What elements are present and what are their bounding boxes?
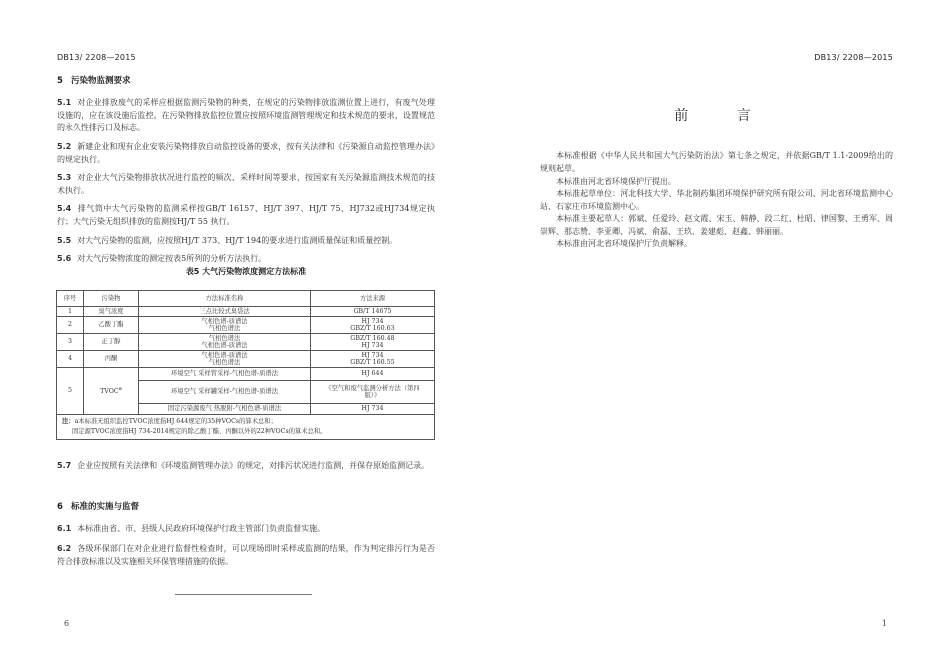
page-right bbox=[475, 0, 950, 672]
clause-number: 5.3 bbox=[57, 173, 72, 182]
clause-text: 排气筒中大气污染物的监测采样按GB/T 16157、HJ/T 397、HJ/T 75、HJ732或HJ734规定执行；大气污染无组织排放的监测按HJ/T 55 执行。 bbox=[57, 204, 435, 226]
clause-number: 5.7 bbox=[57, 461, 72, 470]
clause-5-2 bbox=[57, 141, 435, 166]
row-number: 1 bbox=[57, 307, 84, 317]
foreword-paragraph: 本标准由河北省环境保护厅负责解释。 bbox=[556, 239, 692, 248]
note-line-1: a本标准无组织监控TVOC浓度指HJ 644规定的35种VOCs的算术总和； bbox=[74, 418, 277, 425]
end-rule bbox=[175, 594, 312, 595]
clause-text: 对企业大气污染物排放状况进行监控的频次、采样时间等要求，按国家有关污染源监测技术规范的技术执行。 bbox=[57, 173, 435, 195]
clause-text: 本标准由省、市、县级人民政府环境保护行政主管部门负责监督实施。 bbox=[77, 524, 326, 533]
foreword-title: 前 言 bbox=[674, 108, 773, 124]
method-cell: 三点比较式臭袋法 bbox=[139, 307, 311, 317]
section-number: 5 bbox=[57, 76, 63, 86]
clause-text: 各级环保部门在对企业进行监督性检查时，可以现场即时采样或监测的结果，作为判定排污行为是否符合排放标准以及实施相关环保管理措施的依据。 bbox=[57, 544, 435, 566]
row-number: 4 bbox=[57, 351, 84, 368]
table-caption: 表5 大气污染物浓度测定方法标准 bbox=[185, 267, 307, 276]
page-header: DB13/ 2208—2015 bbox=[814, 53, 893, 62]
clause-text: 新建企业和现有企业安装污染物排放自动监控设备的要求，按有关法律和《污染源自动监控管理办法》的规定执行。 bbox=[57, 142, 435, 164]
col-header: 序号 bbox=[57, 291, 84, 307]
table-row bbox=[57, 317, 435, 334]
footnote-marker: a bbox=[118, 386, 122, 393]
source-cell: HJ 644 bbox=[311, 368, 435, 381]
clause-5-1 bbox=[57, 97, 435, 135]
table-note bbox=[57, 415, 435, 440]
page-number: 1 bbox=[881, 619, 887, 628]
method-cell: 固定污染源废气 热脱附-气相色谱-质谱法 bbox=[139, 404, 311, 415]
page-header: DB13/ 2208—2015 bbox=[57, 53, 136, 62]
clause-number: 6.2 bbox=[57, 544, 72, 553]
clause-text: 对大气污染物浓度的测定按表5所列的分析方法执行。 bbox=[77, 254, 267, 263]
clause-text: 对企业排放废气的采样应根据监测污染物的种类，在规定的污染物排放监测位置上进行，有废气处理设施的，应在该设施后监控。在污染物排放监控位置应按照环境监测管理规定和技术规范的要求，设置规范的永久性排污口及标志。 bbox=[57, 98, 435, 132]
clause-number: 5.1 bbox=[57, 98, 72, 107]
note-label: 注： bbox=[62, 418, 75, 425]
method-cell: 气相色谱-质谱法 气相色谱法 bbox=[139, 317, 311, 334]
clause-5-6 bbox=[57, 253, 435, 266]
col-header: 污染物 bbox=[84, 291, 139, 307]
clause-5-5 bbox=[57, 235, 435, 248]
method-cell: 环境空气 采样罐采样-气相色谱-质谱法 bbox=[139, 381, 311, 404]
pollutant-name: TVOC bbox=[100, 388, 119, 396]
table-row-tvoc bbox=[57, 368, 435, 381]
foreword-paragraph: 本标准由河北省环境保护厅提出。 bbox=[556, 177, 676, 186]
table-header-row bbox=[57, 291, 435, 307]
clause-number: 5.4 bbox=[57, 204, 72, 213]
section-6-heading bbox=[57, 500, 139, 512]
pollutant-cell: 丙酮 bbox=[84, 351, 139, 368]
method-cell: 气相色谱法 气相色谱-质谱法 bbox=[139, 334, 311, 351]
col-header: 方法来源 bbox=[311, 291, 435, 307]
clause-number: 5.6 bbox=[57, 254, 72, 263]
pollutant-cell bbox=[84, 368, 139, 415]
source-cell: HJ 734 GBZ/T 160.55 bbox=[311, 351, 435, 368]
foreword-paragraph: 本标准主要起草人：郭斌、任爱玲、赵文霞、宋玉、韩静、段二红、杜昭、律国黎、王勇军、周崇辉、那志赞、李亚卿、冯斌、俞磊、王玖、姜建彪、赵鑫、韩丽丽。 bbox=[540, 214, 893, 236]
section-5-heading bbox=[57, 74, 131, 86]
method-cell: 环境空气 采样管采样-气相色谱-质谱法 bbox=[139, 368, 311, 381]
table-row bbox=[57, 307, 435, 317]
foreword-paragraph: 本标准根据《中华人民共和国大气污染防治法》第七条之规定，并依据GB/T 1.1-2009给出的规则起草。 bbox=[540, 151, 893, 173]
source-cell: HJ 734 bbox=[311, 404, 435, 415]
clause-number: 6.1 bbox=[57, 524, 72, 533]
pollutant-cell: 臭气浓度 bbox=[84, 307, 139, 317]
note-line-2: 固定源TVOC浓度指HJ 734-2014规定的除乙酸丁酯、丙酮以外的22种VOCs的算术总和。 bbox=[72, 428, 327, 435]
clause-6-1 bbox=[57, 523, 435, 536]
row-number: 3 bbox=[57, 334, 84, 351]
foreword-paragraph: 本标准起草单位：河北科技大学、华北制药集团环境保护研究所有限公司、河北省环境监测中心站、石家庄市环境监测中心。 bbox=[540, 189, 893, 211]
clause-5-3 bbox=[57, 172, 435, 197]
table-row bbox=[57, 334, 435, 351]
pollutant-cell: 正丁醇 bbox=[84, 334, 139, 351]
source-cell: HJ 734 GBZ/T 160.63 bbox=[311, 317, 435, 334]
clause-text: 对大气污染物的监测，应按照HJ/T 373、HJ/T 194的要求进行监测质量保证和质量控制。 bbox=[77, 236, 398, 245]
clause-6-2 bbox=[57, 543, 435, 568]
source-cell: GBZ/T 160.48 HJ 734 bbox=[311, 334, 435, 351]
section-number: 6 bbox=[57, 502, 63, 512]
source-cell: GB/T 14675 bbox=[311, 307, 435, 317]
table-note-row bbox=[57, 415, 435, 440]
section-title: 标准的实施与监督 bbox=[71, 502, 140, 512]
method-cell: 气相色谱-质谱法 气相色谱法 bbox=[139, 351, 311, 368]
pollutant-cell: 乙酸丁酯 bbox=[84, 317, 139, 334]
row-number: 5 bbox=[57, 368, 84, 415]
clause-5-7 bbox=[57, 460, 435, 473]
col-header: 方法标准名称 bbox=[139, 291, 311, 307]
table-row bbox=[57, 351, 435, 368]
clause-5-4 bbox=[57, 203, 435, 228]
methods-table bbox=[56, 290, 435, 440]
clause-number: 5.5 bbox=[57, 236, 72, 245]
section-title: 污染物监测要求 bbox=[71, 76, 131, 86]
clause-text: 企业应按照有关法律和《环境监测管理办法》的规定，对排污状况进行监测，并保存原始监测记录。 bbox=[77, 461, 430, 470]
clause-number: 5.2 bbox=[57, 142, 72, 151]
row-number: 2 bbox=[57, 317, 84, 334]
page-number: 6 bbox=[64, 619, 70, 628]
source-cell: 《空气和废气监测分析方法（第四版）》 bbox=[311, 381, 435, 404]
